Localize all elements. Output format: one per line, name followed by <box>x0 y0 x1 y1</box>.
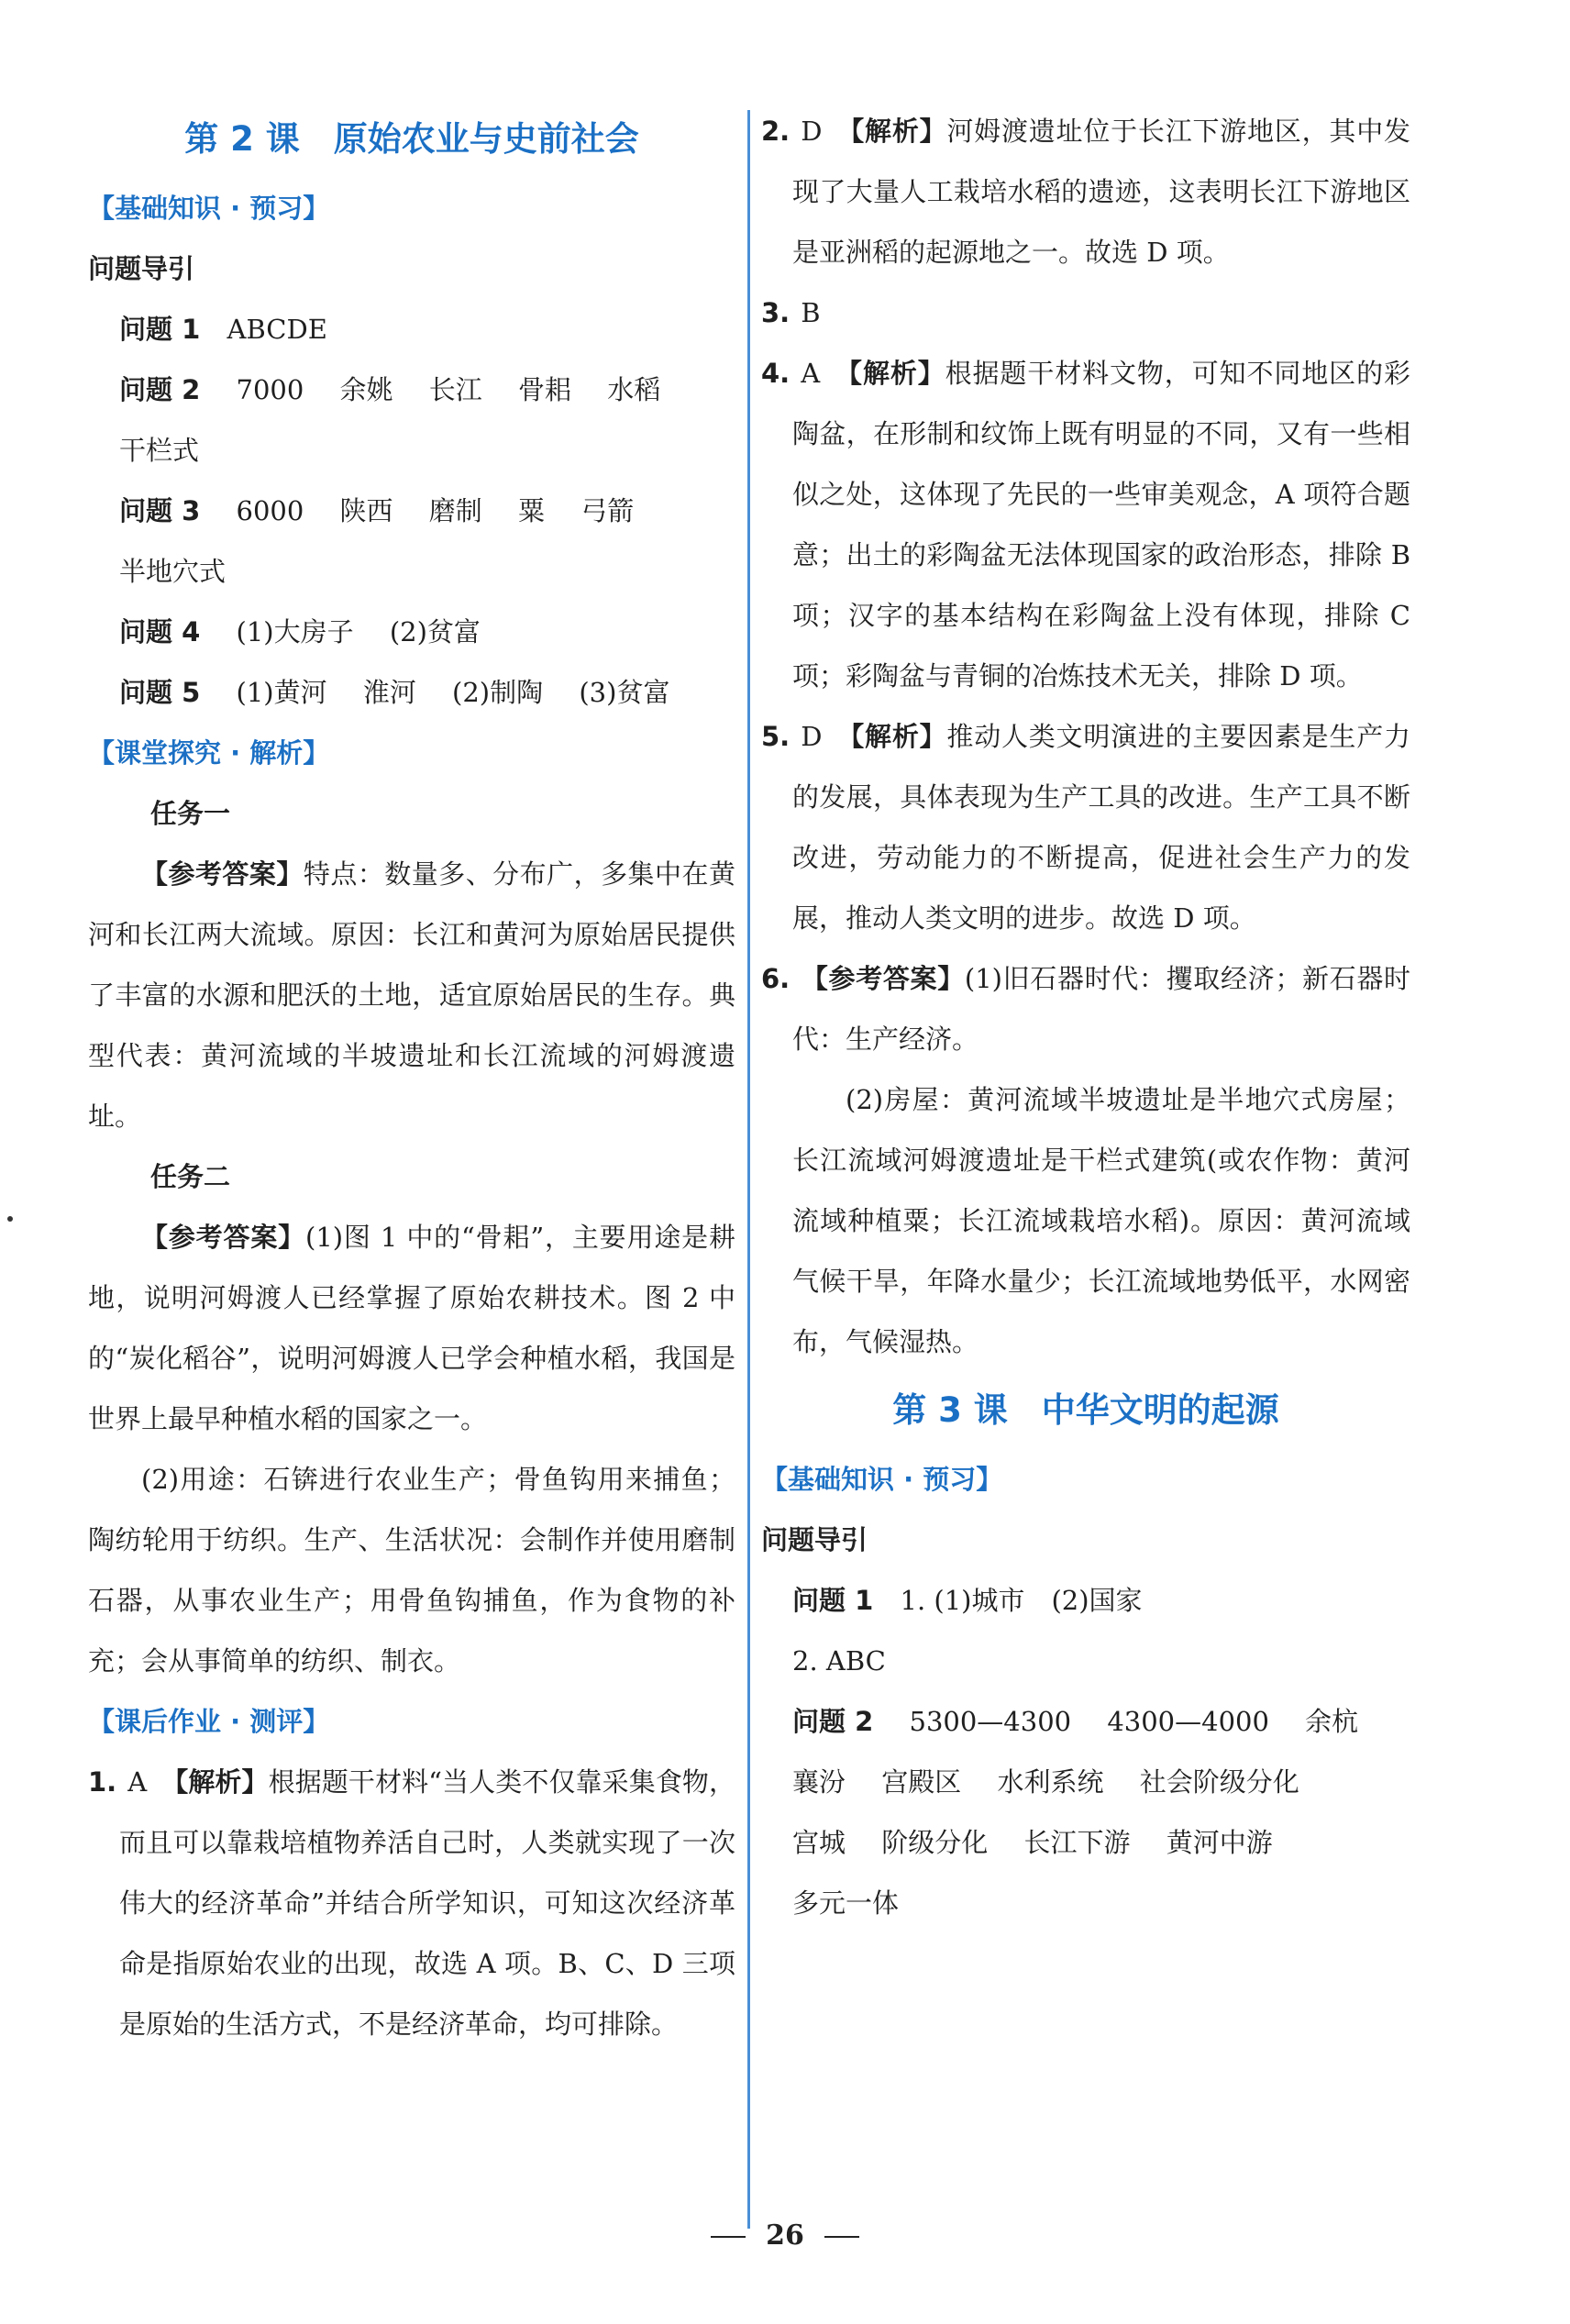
question-label: 问题 2 <box>792 1706 874 1737</box>
left-column <box>88 101 735 2054</box>
answer-item: (1)黄河 <box>236 677 327 708</box>
answer-item: (2)贫富 <box>389 616 481 647</box>
page-number-dash-left <box>711 2236 746 2238</box>
question-label: 问题 1 <box>119 314 201 345</box>
answer-item: 宫城 <box>792 1827 846 1858</box>
lesson-3-question-1-part-2: 2. ABC <box>792 1645 886 1677</box>
homework-item-2: 2. D 【解析】河姆渡遗址位于长江下游地区，其中发现了大量人工栽培水稻的遗迹，这表明长江下游地区是亚洲稻的起源地之一。故选 D 项。 <box>761 116 1410 268</box>
right-column <box>761 101 1410 1933</box>
answer-tag: 【参考答案】 <box>141 1222 306 1253</box>
answer-item: 黄河中游 <box>1166 1827 1273 1858</box>
homework-item-4: 4. A 【解析】根据题干材料文物，可知不同地区的彩陶盆，在形制和纹饰上既有明显的不同，又有一些相似之处，这体现了先民的一些审美观念，A 项符合题意；出土的彩陶盆无法体现国家的政治形态，排除 B 项；汉字的基本结构在彩陶盆上没有体现，排除 C 项；彩陶盆与青铜的冶炼技术无关，排除 D 项。 <box>761 358 1410 692</box>
page-number <box>0 2219 1570 2252</box>
lesson-3-question-2-line-4: 多元一体 <box>792 1887 900 1919</box>
section-heading-preview: 【基础知识 · 预习】 <box>88 193 330 224</box>
answer-item: 水稻 <box>607 374 661 405</box>
answer-item: 余姚 <box>339 374 393 405</box>
answer-item: 水利系统 <box>997 1766 1104 1798</box>
answer-item: 长江下游 <box>1023 1827 1131 1858</box>
question-2-continued: 干栏式 <box>119 435 200 466</box>
question-1 <box>88 299 735 360</box>
answer-item: 4300—4000 <box>1107 1706 1269 1737</box>
margin-dot <box>7 1216 13 1222</box>
question-5 <box>88 662 735 723</box>
answer-item: 6000 <box>236 495 304 526</box>
lesson-3-question-2-line-3 <box>761 1812 1410 1873</box>
lesson-3-question-2 <box>761 1691 1410 1752</box>
answer-item: 5300—4300 <box>909 1706 1072 1737</box>
question-2 <box>88 360 735 420</box>
homework-item-6: 6. 【参考答案】(1)旧石器时代：攫取经济；新石器时代：生产经济。 <box>761 963 1410 1055</box>
question-answer: ABCDE <box>227 314 327 345</box>
homework-item-3: 3. B <box>761 297 821 328</box>
question-label: 问题 3 <box>119 495 201 526</box>
task-2-answer-1 <box>88 1207 735 1449</box>
homework-item-6-part-2: (2)房屋：黄河流域半坡遗址是半地穴式房屋；长江流域河姆渡遗址是干栏式建筑(或农作物：黄河流域种植粟；长江流域栽培水稻)。原因：黄河流域气候干旱，年降水量少；长江流域地势低平，水网密布，气候湿热。 <box>792 1084 1410 1357</box>
answer-item: 淮河 <box>362 677 416 708</box>
answer-item: 余杭 <box>1305 1706 1359 1737</box>
answer-item: 陕西 <box>339 495 393 526</box>
answer-text: (1)图 1 中的“骨耜”，主要用途是耕地，说明河姆渡人已经掌握了原始农耕技术。图 2 中的“炭化稻谷”，说明河姆渡人已学会种植水稻，我国是世界上最早种植水稻的国家之一。 <box>88 1222 735 1434</box>
section-heading-class: 【课堂探究 · 解析】 <box>88 737 330 769</box>
question-3-continued: 半地穴式 <box>119 556 227 587</box>
section-heading-homework: 【课后作业 · 测评】 <box>88 1706 330 1737</box>
homework-item-5: 5. D 【解析】推动人类文明演进的主要因素是生产力的发展，具体表现为生产工具的改进。生产工具不断改进，劳动能力的不断提高，促进社会生产力的发展，推动人类文明的进步。故选 D 项。 <box>761 721 1410 934</box>
answer-item: (1)大房子 <box>236 616 354 647</box>
task-2-label: 任务二 <box>150 1161 231 1192</box>
answer-item: 长江 <box>428 374 482 405</box>
lesson-3-question-2-line-2 <box>761 1752 1410 1812</box>
homework-item-1: 1. A 【解析】根据题干材料“当人类不仅靠采集食物，而且可以靠栽培植物养活自己时，人类就实现了一次伟大的经济革命”并结合所学知识，可知这次经济革命是指原始农业的出现，故选 A 项。B、C、D 三项是原始的生活方式，不是经济革命，均可排除。 <box>88 1766 735 2040</box>
question-guide-heading: 问题导引 <box>88 253 195 284</box>
answer-text: 特点：数量多、分布广，多集中在黄河和长江两大流域。原因：长江和黄河为原始居民提供了丰富的水源和肥沃的土地，适宜原始居民的生存。典型代表：黄河流域的半坡遗址和长江流域的河姆渡遗址。 <box>88 858 735 1132</box>
lesson-3-title: 第 3 课 中华文明的起源 <box>892 1390 1279 1430</box>
answer-item: (3)贫富 <box>579 677 670 708</box>
question-4 <box>88 602 735 662</box>
answer-item: 弓箭 <box>580 495 635 526</box>
question-label: 问题 2 <box>119 374 201 405</box>
answer-item: 骨耜 <box>518 374 572 405</box>
answer-item: 社会阶级分化 <box>1139 1766 1299 1798</box>
question-label: 问题 4 <box>119 616 201 647</box>
answer-item: 7000 <box>236 374 304 405</box>
task-1-label: 任务一 <box>150 798 231 829</box>
question-label: 问题 5 <box>119 677 201 708</box>
lesson-title: 第 2 课 原始农业与史前社会 <box>184 119 639 159</box>
question-label: 问题 1 <box>792 1585 874 1616</box>
answer-item: 粟 <box>518 495 546 526</box>
column-divider <box>747 110 750 2229</box>
answer-item: 阶级分化 <box>881 1827 989 1858</box>
answer-item: 襄汾 <box>792 1766 846 1798</box>
lesson-3-question-1 <box>761 1570 1410 1631</box>
answer-item: 磨制 <box>428 495 482 526</box>
page-number-value: 26 <box>766 2219 804 2252</box>
task-1-answer <box>88 844 735 1146</box>
lesson-3-section-preview: 【基础知识 · 预习】 <box>761 1464 1003 1495</box>
answer-item: (2)制陶 <box>452 677 544 708</box>
task-2-answer-2: (2)用途：石锛进行农业生产；骨鱼钩用来捕鱼；陶纺轮用于纺织。生产、生活状况：会制作并使用磨制石器，从事农业生产；用骨鱼钩捕鱼，作为食物的补充；会从事简单的纺织、制衣。 <box>88 1464 735 1677</box>
answer-item: 1. (1)城市 (2)国家 <box>900 1585 1143 1616</box>
page-number-dash-right <box>824 2236 859 2238</box>
lesson-3-question-guide: 问题导引 <box>761 1524 868 1555</box>
answer-tag: 【参考答案】 <box>141 858 304 890</box>
question-3 <box>88 481 735 541</box>
answer-item: 宫殿区 <box>881 1766 962 1798</box>
